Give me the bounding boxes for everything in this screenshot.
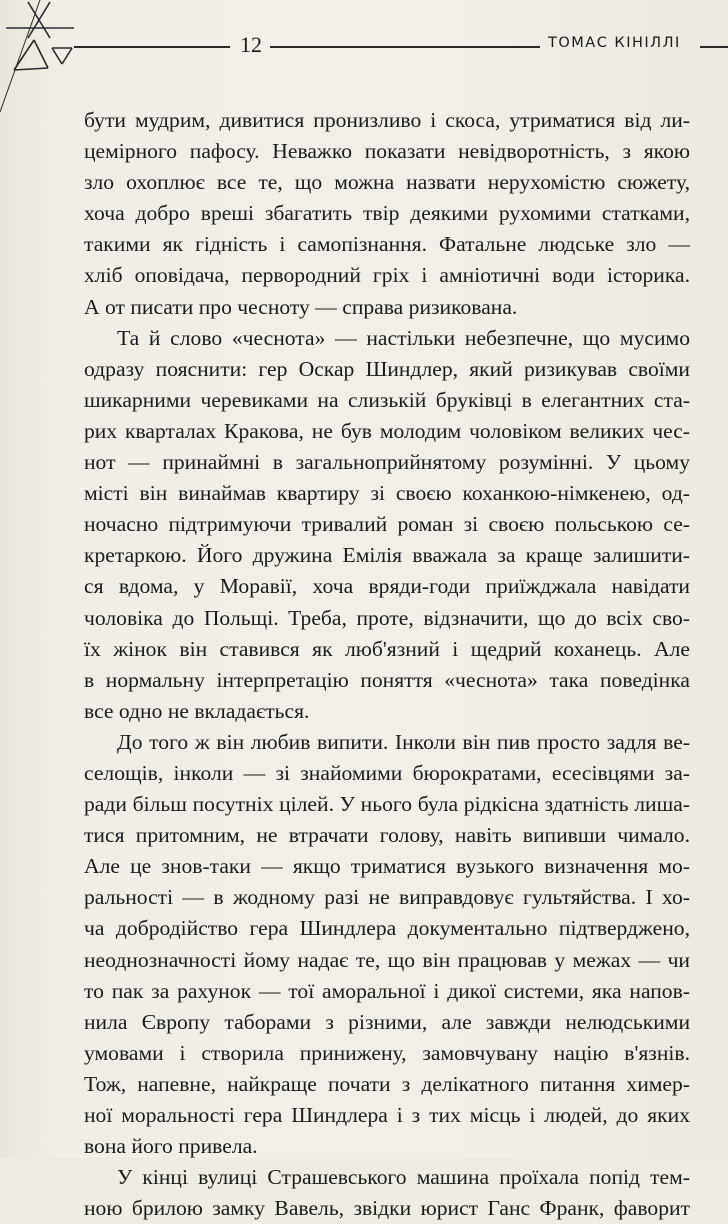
text-line: ною брилою замку Вавель, звідки юрист Ганс Франк, фаворит (84, 1196, 690, 1221)
header-rule-left (74, 46, 230, 48)
text-line: ча добродійство гера Шиндлера документально підтверджено, (84, 916, 690, 941)
text-line: ночасно підтримуючи тривалий роман зі своєю польською се- (84, 512, 690, 537)
text-line: А от писати про чесноту — справа ризикована. (84, 294, 518, 319)
text-line: Тож, напевне, найкраще почати з делікатного питання химер- (84, 1071, 690, 1096)
text-line: їх жінок він ставився як люб'язний і щедрий коханець. Але (84, 636, 690, 661)
text-line: У кінці вулиці Страшевського машина проїхала попід тем- (117, 1165, 690, 1190)
text-line: такими як гідність і самопізнання. Фатальне людське зло — (84, 232, 690, 257)
paragraph (84, 727, 690, 1162)
text-line: нила Європу таборами з різними, але завжди нелюдськими (84, 1009, 690, 1034)
text-line: вона його привела. (84, 1134, 258, 1159)
paragraph (84, 323, 690, 727)
paragraph (84, 105, 690, 323)
header-rule-middle (270, 46, 540, 48)
text-line: то пак за рахунок — тої аморальної і дикої системи, яка напов- (84, 978, 690, 1003)
text-line: неоднозначності йому надає те, що він працював у межах — чи (84, 947, 690, 972)
text-line: шикарними черевиками на слизькій бруківці в елегантних ста- (84, 387, 690, 412)
text-line: в нормальну інтерпретацію поняття «чеснота» така поведінка (84, 667, 690, 692)
text-line: ної моральності гера Шиндлера і з тих місць і людей, до яких (84, 1103, 690, 1127)
text-line: зло охоплює все те, що можна назвати нерухомістю сюжету, (84, 170, 690, 195)
text-line: селощів, інколи — зі знайомими бюрократами, есесівцями за- (84, 760, 690, 785)
text-line: хоча добро вреші збагатить твір деякими рухомими статками, (84, 201, 690, 226)
text-line: хліб оповідача, первородний гріх і амніотичні води історика. (84, 263, 690, 288)
text-line: одразу пояснити: гер Оскар Шиндлер, який ризикував своїми (84, 356, 690, 381)
body-text (84, 105, 690, 1224)
text-line: цемірного пафосу. Неважко показати невідворотність, з якою (84, 139, 690, 164)
text-line: Та й слово «чеснота» — настільки небезпечне, що мусимо (117, 325, 690, 350)
text-line: ради більш посутніх цілей. У нього була рідкісна здатність лиша- (84, 792, 690, 817)
header-rule-right (700, 46, 728, 48)
star-of-david-ornament (0, 0, 80, 120)
text-line: умовами і створила принижену, замовчувану націю в'язнів. (84, 1040, 690, 1065)
running-head-author: ТОМАС КІНІЛЛІ (548, 35, 681, 51)
text-line: ся вдома, у Моравії, хоча вряди-годи приїжджала навідати (84, 574, 690, 599)
paragraph (84, 1162, 690, 1224)
text-line: До того ж він любив випити. Інколи він пив просто задля ве- (117, 729, 690, 754)
page-number: 12 (240, 32, 262, 57)
text-line: все одно не вкладається. (84, 698, 310, 723)
text-line: місті він винаймав квартиру зі своєю коханкою-німкенею, од- (84, 481, 690, 506)
text-line: рих кварталах Кракова, не був молодим чоловіком великих чес- (84, 418, 690, 443)
text-line: нот — принаймні в загальноприйнятому розумінні. У цьому (84, 450, 690, 475)
text-line: бути мудрим, дивитися пронизливо і скоса, утриматися від ли- (84, 108, 690, 132)
text-line: ральності — в жодному разі не виправдовує гультяйства. І хо- (84, 885, 690, 910)
text-line: Але це знов-таки — якщо триматися вузького визначення мо- (84, 854, 690, 879)
text-line: кретаркою. Його дружина Емілія вважала за краще залишити- (84, 543, 690, 568)
text-line: тися притомним, не втрачати голову, навіть випивши чимало. (84, 823, 690, 848)
text-line: чоловіка до Польщі. Треба, проте, відзначити, що до всіх сво- (84, 605, 690, 630)
